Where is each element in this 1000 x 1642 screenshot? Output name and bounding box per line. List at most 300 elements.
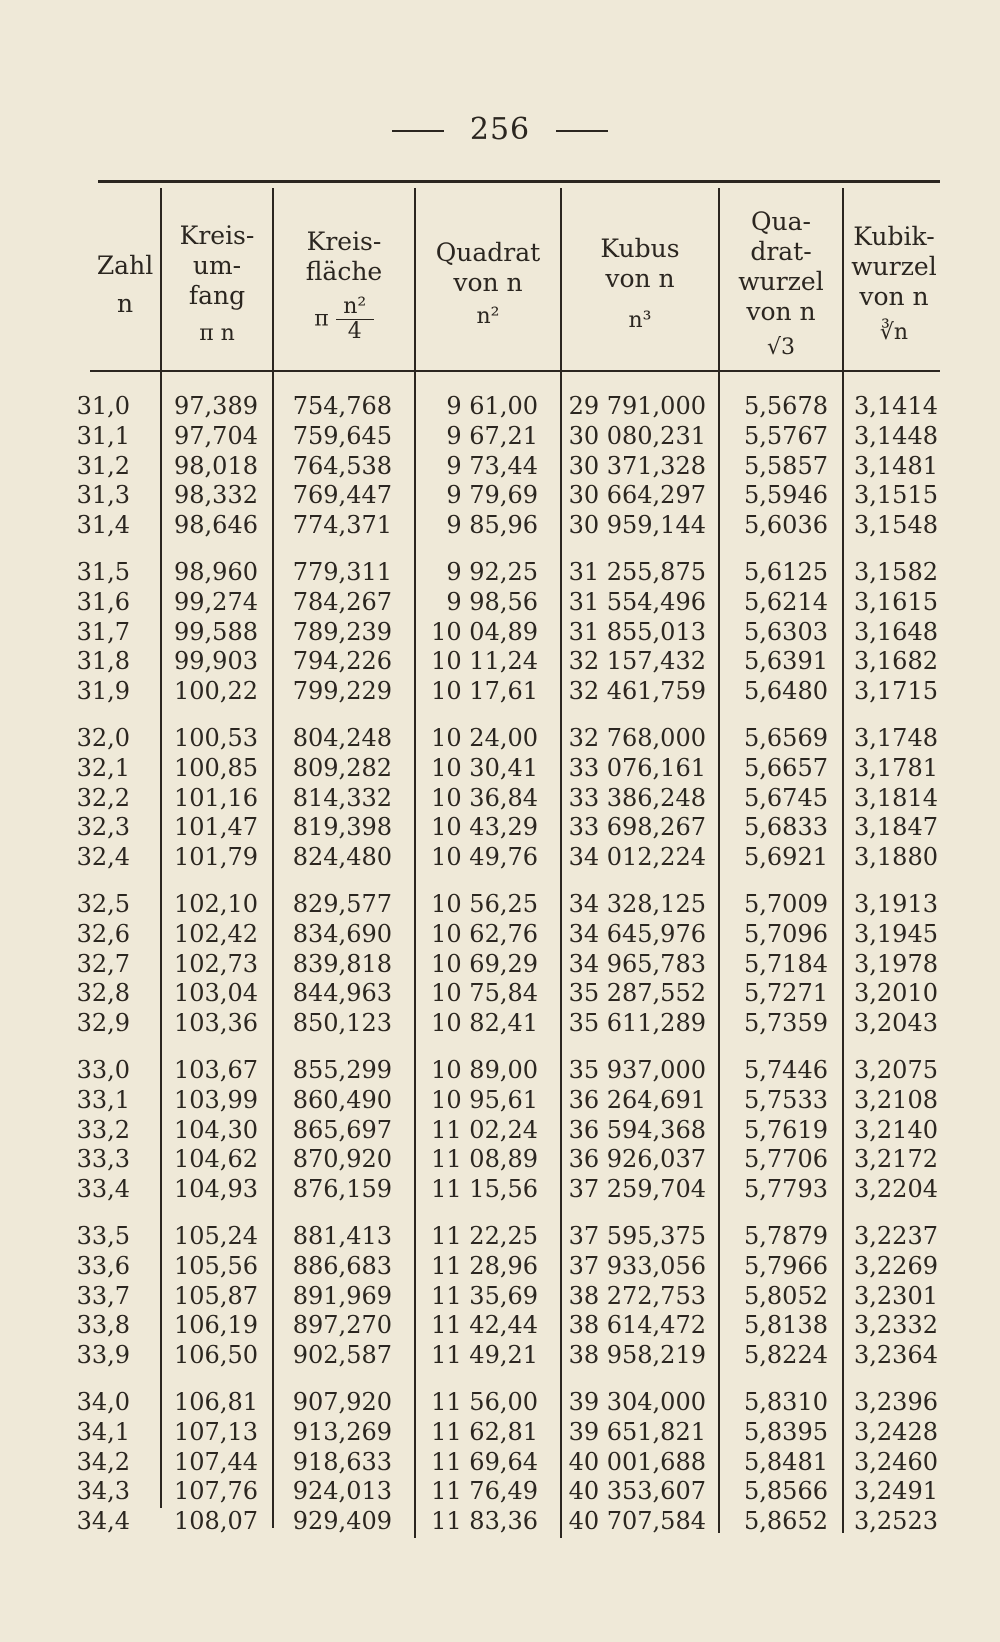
table-row bbox=[0, 1175, 1000, 1205]
qwurzel-cell: 5,8310 bbox=[744, 1387, 828, 1416]
table-row bbox=[0, 1311, 1000, 1341]
umfang-cell: 98,646 bbox=[174, 511, 258, 540]
kubus-cell: 36 926,037 bbox=[568, 1145, 706, 1174]
umfang-cell: 100,53 bbox=[174, 723, 258, 752]
kubus-cell: 39 304,000 bbox=[568, 1387, 706, 1416]
umfang-cell: 106,81 bbox=[174, 1387, 258, 1416]
flaeche-cell: 819,398 bbox=[292, 813, 392, 842]
zahl-cell: 31,7 bbox=[76, 617, 130, 646]
table-row bbox=[0, 511, 1000, 541]
table-row bbox=[0, 677, 1000, 707]
umfang-cell: 103,04 bbox=[174, 979, 258, 1008]
table-row bbox=[0, 920, 1000, 950]
header-quadrat bbox=[416, 200, 560, 370]
umfang-cell: 100,85 bbox=[174, 753, 258, 782]
kubus-cell: 35 611,289 bbox=[568, 1009, 706, 1038]
row-group bbox=[0, 1056, 1000, 1205]
table-row bbox=[0, 392, 1000, 422]
kubus-cell: 29 791,000 bbox=[568, 392, 706, 420]
quadrat-cell: 10 95,61 bbox=[431, 1085, 538, 1114]
kubus-cell: 38 272,753 bbox=[568, 1281, 706, 1310]
kwurzel-cell: 3,1978 bbox=[854, 949, 938, 978]
qwurzel-cell: 5,8566 bbox=[744, 1477, 828, 1506]
umfang-cell: 99,903 bbox=[174, 647, 258, 676]
flaeche-cell: 829,577 bbox=[292, 889, 392, 918]
zahl-cell: 32,6 bbox=[76, 919, 130, 948]
flaeche-cell: 897,270 bbox=[292, 1311, 392, 1340]
quadrat-cell: 11 22,25 bbox=[431, 1221, 538, 1250]
kubus-cell: 32 157,432 bbox=[568, 647, 706, 676]
umfang-cell: 101,79 bbox=[174, 843, 258, 872]
kwurzel-cell: 3,1615 bbox=[854, 587, 938, 616]
table-row bbox=[0, 724, 1000, 754]
kwurzel-cell: 3,1781 bbox=[854, 753, 938, 782]
kubus-cell: 31 554,496 bbox=[568, 587, 706, 616]
quadrat-cell: 10 69,29 bbox=[431, 949, 538, 978]
qwurzel-cell: 5,6214 bbox=[744, 587, 828, 616]
table-row bbox=[0, 784, 1000, 814]
fraction-denominator: 4 bbox=[347, 318, 362, 344]
flaeche-cell: 886,683 bbox=[292, 1251, 392, 1280]
qwurzel-cell: 5,8481 bbox=[744, 1447, 828, 1476]
table-row bbox=[0, 422, 1000, 452]
qwurzel-cell: 5,7271 bbox=[744, 979, 828, 1008]
kubus-cell: 37 595,375 bbox=[568, 1221, 706, 1250]
quadrat-cell: 9 73,44 bbox=[446, 451, 538, 480]
table-row bbox=[0, 1116, 1000, 1146]
page-number-text: 256 bbox=[469, 112, 531, 147]
header-kwurzel-line2: wurzel bbox=[851, 252, 937, 281]
kwurzel-cell: 3,2140 bbox=[854, 1115, 938, 1144]
umfang-cell: 107,44 bbox=[174, 1447, 258, 1476]
kwurzel-cell: 3,2108 bbox=[854, 1085, 938, 1114]
kwurzel-cell: 3,1548 bbox=[854, 511, 938, 540]
qwurzel-cell: 5,8138 bbox=[744, 1311, 828, 1340]
qwurzel-cell: 5,6833 bbox=[744, 813, 828, 842]
header-kubus-line1: Kubus bbox=[600, 234, 680, 263]
header-kwurzel-formula: ∛n bbox=[879, 320, 909, 345]
header-umfang-line2: um- bbox=[192, 251, 242, 280]
flaeche-cell: 870,920 bbox=[292, 1145, 392, 1174]
flaeche-cell: 881,413 bbox=[292, 1221, 392, 1250]
qwurzel-cell: 5,5857 bbox=[744, 451, 828, 480]
kubus-cell: 33 076,161 bbox=[568, 753, 706, 782]
zahl-cell: 32,2 bbox=[76, 783, 130, 812]
header-flaeche-line1: Kreis- bbox=[306, 226, 382, 256]
qwurzel-cell: 5,8224 bbox=[744, 1341, 828, 1370]
qwurzel-cell: 5,7793 bbox=[744, 1175, 828, 1204]
kubus-cell: 30 371,328 bbox=[568, 451, 706, 480]
table-row bbox=[0, 979, 1000, 1009]
quadrat-cell: 11 28,96 bbox=[431, 1251, 538, 1280]
kwurzel-cell: 3,2010 bbox=[854, 979, 938, 1008]
umfang-cell: 101,16 bbox=[174, 783, 258, 812]
kubus-cell: 36 264,691 bbox=[568, 1085, 706, 1114]
umfang-cell: 105,24 bbox=[174, 1221, 258, 1250]
quadrat-cell: 10 82,41 bbox=[431, 1009, 538, 1038]
kwurzel-cell: 3,1847 bbox=[854, 813, 938, 842]
table-row bbox=[0, 1341, 1000, 1371]
umfang-cell: 103,36 bbox=[174, 1009, 258, 1038]
umfang-cell: 97,704 bbox=[174, 421, 258, 450]
quadrat-cell: 10 24,00 bbox=[431, 723, 538, 752]
header-kubus bbox=[562, 200, 718, 370]
kwurzel-cell: 3,2237 bbox=[854, 1221, 938, 1250]
flaeche-cell: 891,969 bbox=[292, 1281, 392, 1310]
header-zahl-symbol: n bbox=[116, 289, 134, 318]
kwurzel-cell: 3,1481 bbox=[854, 451, 938, 480]
umfang-cell: 99,274 bbox=[174, 587, 258, 616]
table-row bbox=[0, 618, 1000, 648]
kubus-cell: 35 937,000 bbox=[568, 1055, 706, 1084]
qwurzel-cell: 5,8652 bbox=[744, 1507, 828, 1536]
kwurzel-cell: 3,1715 bbox=[854, 677, 938, 706]
header-quadrat-line1: Quadrat bbox=[435, 238, 541, 267]
qwurzel-cell: 5,7706 bbox=[744, 1145, 828, 1174]
header-kwurzel-line1: Kubik- bbox=[853, 222, 935, 251]
header-qwurzel-formula: √3 bbox=[766, 335, 795, 360]
table-row bbox=[0, 1282, 1000, 1312]
flaeche-cell: 809,282 bbox=[292, 753, 392, 782]
kwurzel-cell: 3,1945 bbox=[854, 919, 938, 948]
kubus-cell: 38 958,219 bbox=[568, 1341, 706, 1370]
qwurzel-cell: 5,7966 bbox=[744, 1251, 828, 1280]
umfang-cell: 97,389 bbox=[174, 392, 258, 420]
kubus-cell: 34 328,125 bbox=[568, 889, 706, 918]
zahl-cell: 33,9 bbox=[76, 1341, 130, 1370]
quadrat-cell: 9 98,56 bbox=[446, 587, 538, 616]
umfang-cell: 100,22 bbox=[174, 677, 258, 706]
zahl-cell: 33,8 bbox=[76, 1311, 130, 1340]
kubus-cell: 30 959,144 bbox=[568, 511, 706, 540]
zahl-cell: 31,6 bbox=[76, 587, 130, 616]
flaeche-cell: 839,818 bbox=[292, 949, 392, 978]
header-qwurzel-line3: wurzel bbox=[738, 267, 824, 296]
quadrat-cell: 11 35,69 bbox=[431, 1281, 538, 1310]
fraction bbox=[336, 295, 374, 344]
zahl-cell: 32,5 bbox=[76, 889, 130, 918]
kwurzel-cell: 3,2301 bbox=[854, 1281, 938, 1310]
qwurzel-cell: 5,5678 bbox=[744, 392, 828, 420]
row-group bbox=[0, 558, 1000, 707]
flaeche-cell: 774,371 bbox=[292, 511, 392, 540]
kwurzel-cell: 3,2043 bbox=[854, 1009, 938, 1038]
qwurzel-cell: 5,6036 bbox=[744, 511, 828, 540]
kubus-cell: 33 386,248 bbox=[568, 783, 706, 812]
quadrat-cell: 9 79,69 bbox=[446, 481, 538, 510]
row-group bbox=[0, 724, 1000, 873]
table-row bbox=[0, 481, 1000, 511]
table-row bbox=[0, 1252, 1000, 1282]
quadrat-cell: 11 42,44 bbox=[431, 1311, 538, 1340]
kubus-cell: 39 651,821 bbox=[568, 1417, 706, 1446]
kwurzel-cell: 3,1748 bbox=[854, 723, 938, 752]
zahl-cell: 31,8 bbox=[76, 647, 130, 676]
header-kwurzel bbox=[844, 200, 944, 370]
kubus-cell: 37 933,056 bbox=[568, 1251, 706, 1280]
umfang-cell: 108,07 bbox=[174, 1507, 258, 1536]
table-row bbox=[0, 1507, 1000, 1537]
kwurzel-cell: 3,1414 bbox=[854, 392, 938, 420]
quadrat-cell: 10 43,29 bbox=[431, 813, 538, 842]
header-kubus-line2: von n bbox=[605, 264, 675, 293]
header-qwurzel-line2: drat- bbox=[750, 237, 812, 266]
kwurzel-cell: 3,2075 bbox=[854, 1055, 938, 1084]
kwurzel-cell: 3,2428 bbox=[854, 1417, 938, 1446]
flaeche-cell: 754,768 bbox=[292, 392, 392, 420]
kwurzel-cell: 3,1814 bbox=[854, 783, 938, 812]
umfang-cell: 103,99 bbox=[174, 1085, 258, 1114]
flaeche-cell: 844,963 bbox=[292, 979, 392, 1008]
pi-symbol: π bbox=[314, 306, 329, 331]
quadrat-cell: 10 11,24 bbox=[431, 647, 538, 676]
quadrat-cell: 11 08,89 bbox=[431, 1145, 538, 1174]
kubus-cell: 31 855,013 bbox=[568, 617, 706, 646]
kubus-cell: 34 012,224 bbox=[568, 843, 706, 872]
zahl-cell: 32,4 bbox=[76, 843, 130, 872]
kubus-cell: 37 259,704 bbox=[568, 1175, 706, 1204]
kwurzel-cell: 3,1880 bbox=[854, 843, 938, 872]
kubus-cell: 35 287,552 bbox=[568, 979, 706, 1008]
qwurzel-cell: 5,6657 bbox=[744, 753, 828, 782]
zahl-cell: 31,1 bbox=[76, 421, 130, 450]
header-umfang bbox=[162, 200, 272, 370]
flaeche-cell: 799,229 bbox=[292, 677, 392, 706]
quadrat-cell: 10 89,00 bbox=[431, 1055, 538, 1084]
kubus-cell: 34 645,976 bbox=[568, 919, 706, 948]
zahl-cell: 32,9 bbox=[76, 1009, 130, 1038]
zahl-cell: 33,6 bbox=[76, 1251, 130, 1280]
row-group bbox=[0, 890, 1000, 1039]
kubus-cell: 34 965,783 bbox=[568, 949, 706, 978]
table-row bbox=[0, 1086, 1000, 1116]
header-umfang-formula: π n bbox=[199, 321, 235, 346]
flaeche-cell: 850,123 bbox=[292, 1009, 392, 1038]
quadrat-cell: 9 92,25 bbox=[446, 557, 538, 586]
table-row bbox=[0, 1448, 1000, 1478]
flaeche-cell: 804,248 bbox=[292, 723, 392, 752]
quadrat-cell: 9 67,21 bbox=[446, 421, 538, 450]
header-qwurzel bbox=[720, 200, 842, 370]
flaeche-cell: 924,013 bbox=[292, 1477, 392, 1506]
umfang-cell: 98,332 bbox=[174, 481, 258, 510]
kwurzel-cell: 3,2332 bbox=[854, 1311, 938, 1340]
kwurzel-cell: 3,1648 bbox=[854, 617, 938, 646]
umfang-cell: 106,19 bbox=[174, 1311, 258, 1340]
qwurzel-cell: 5,5946 bbox=[744, 481, 828, 510]
kubus-cell: 31 255,875 bbox=[568, 557, 706, 586]
table-row bbox=[0, 588, 1000, 618]
qwurzel-cell: 5,6303 bbox=[744, 617, 828, 646]
quadrat-cell: 9 85,96 bbox=[446, 511, 538, 540]
header-flaeche-line2: fläche bbox=[305, 256, 383, 286]
row-group bbox=[0, 1388, 1000, 1537]
header-zahl-title: Zahl bbox=[96, 251, 154, 280]
flaeche-cell: 907,920 bbox=[292, 1387, 392, 1416]
qwurzel-cell: 5,7533 bbox=[744, 1085, 828, 1114]
kubus-cell: 38 614,472 bbox=[568, 1311, 706, 1340]
table-row bbox=[0, 950, 1000, 980]
quadrat-cell: 10 17,61 bbox=[431, 677, 538, 706]
table-row bbox=[0, 1009, 1000, 1039]
qwurzel-cell: 5,7009 bbox=[744, 889, 828, 918]
kwurzel-cell: 3,2364 bbox=[854, 1341, 938, 1370]
header-kwurzel-line3: von n bbox=[859, 282, 929, 311]
zahl-cell: 32,0 bbox=[76, 723, 130, 752]
fraction-numerator: n² bbox=[343, 293, 367, 319]
kubus-cell: 40 001,688 bbox=[568, 1447, 706, 1476]
umfang-cell: 106,50 bbox=[174, 1341, 258, 1370]
table-row bbox=[0, 452, 1000, 482]
qwurzel-cell: 5,6125 bbox=[744, 557, 828, 586]
header-qwurzel-line1: Qua- bbox=[751, 207, 811, 236]
kwurzel-cell: 3,2396 bbox=[854, 1387, 938, 1416]
quadrat-cell: 10 56,25 bbox=[431, 889, 538, 918]
header-flaeche-formula bbox=[314, 295, 373, 344]
umfang-cell: 98,018 bbox=[174, 451, 258, 480]
umfang-cell: 102,42 bbox=[174, 919, 258, 948]
qwurzel-cell: 5,7096 bbox=[744, 919, 828, 948]
row-group bbox=[0, 392, 1000, 541]
zahl-cell: 32,8 bbox=[76, 979, 130, 1008]
flaeche-cell: 902,587 bbox=[292, 1341, 392, 1370]
flaeche-cell: 769,447 bbox=[292, 481, 392, 510]
flaeche-cell: 929,409 bbox=[292, 1507, 392, 1536]
umfang-cell: 102,10 bbox=[174, 889, 258, 918]
row-group bbox=[0, 1222, 1000, 1371]
flaeche-cell: 789,239 bbox=[292, 617, 392, 646]
zahl-cell: 33,1 bbox=[76, 1085, 130, 1114]
kwurzel-cell: 3,2269 bbox=[854, 1251, 938, 1280]
umfang-cell: 105,56 bbox=[174, 1251, 258, 1280]
kubus-cell: 36 594,368 bbox=[568, 1115, 706, 1144]
quadrat-cell: 10 36,84 bbox=[431, 783, 538, 812]
kwurzel-cell: 3,2460 bbox=[854, 1447, 938, 1476]
page-number bbox=[0, 112, 1000, 147]
kwurzel-cell: 3,1582 bbox=[854, 557, 938, 586]
qwurzel-cell: 5,7359 bbox=[744, 1009, 828, 1038]
zahl-cell: 33,3 bbox=[76, 1145, 130, 1174]
zahl-cell: 31,5 bbox=[76, 557, 130, 586]
zahl-cell: 33,5 bbox=[76, 1221, 130, 1250]
header-zahl bbox=[92, 200, 158, 370]
kubus-cell: 33 698,267 bbox=[568, 813, 706, 842]
flaeche-cell: 918,633 bbox=[292, 1447, 392, 1476]
quadrat-cell: 10 62,76 bbox=[431, 919, 538, 948]
table-row bbox=[0, 1056, 1000, 1086]
zahl-cell: 33,2 bbox=[76, 1115, 130, 1144]
flaeche-cell: 865,697 bbox=[292, 1115, 392, 1144]
header-quadrat-formula: n² bbox=[476, 304, 500, 329]
zahl-cell: 31,2 bbox=[76, 451, 130, 480]
kwurzel-cell: 3,2491 bbox=[854, 1477, 938, 1506]
header-qwurzel-line4: von n bbox=[746, 297, 816, 326]
umfang-cell: 104,62 bbox=[174, 1145, 258, 1174]
qwurzel-cell: 5,8395 bbox=[744, 1417, 828, 1446]
flaeche-cell: 759,645 bbox=[292, 421, 392, 450]
kubus-cell: 32 461,759 bbox=[568, 677, 706, 706]
flaeche-cell: 764,538 bbox=[292, 451, 392, 480]
quadrat-cell: 11 15,56 bbox=[431, 1175, 538, 1204]
table-row bbox=[0, 843, 1000, 873]
kwurzel-cell: 3,2172 bbox=[854, 1145, 938, 1174]
kwurzel-cell: 3,1515 bbox=[854, 481, 938, 510]
table-row bbox=[0, 1477, 1000, 1507]
qwurzel-cell: 5,6745 bbox=[744, 783, 828, 812]
zahl-cell: 34,4 bbox=[76, 1507, 130, 1536]
zahl-cell: 32,1 bbox=[76, 753, 130, 782]
quadrat-cell: 10 30,41 bbox=[431, 753, 538, 782]
quadrat-cell: 11 56,00 bbox=[431, 1387, 538, 1416]
zahl-cell: 34,2 bbox=[76, 1447, 130, 1476]
umfang-cell: 107,13 bbox=[174, 1417, 258, 1446]
flaeche-cell: 834,690 bbox=[292, 919, 392, 948]
zahl-cell: 32,3 bbox=[76, 813, 130, 842]
umfang-cell: 101,47 bbox=[174, 813, 258, 842]
quadrat-cell: 11 62,81 bbox=[431, 1417, 538, 1446]
umfang-cell: 104,30 bbox=[174, 1115, 258, 1144]
header-bottom-rule bbox=[90, 370, 940, 372]
flaeche-cell: 824,480 bbox=[292, 843, 392, 872]
kwurzel-cell: 3,1682 bbox=[854, 647, 938, 676]
flaeche-cell: 876,159 bbox=[292, 1175, 392, 1204]
table-row bbox=[0, 1388, 1000, 1418]
qwurzel-cell: 5,7879 bbox=[744, 1221, 828, 1250]
zahl-cell: 34,3 bbox=[76, 1477, 130, 1506]
qwurzel-cell: 5,7619 bbox=[744, 1115, 828, 1144]
flaeche-cell: 779,311 bbox=[292, 557, 392, 586]
zahl-cell: 32,7 bbox=[76, 949, 130, 978]
qwurzel-cell: 5,7184 bbox=[744, 949, 828, 978]
zahl-cell: 33,0 bbox=[76, 1055, 130, 1084]
qwurzel-cell: 5,8052 bbox=[744, 1281, 828, 1310]
qwurzel-cell: 5,6391 bbox=[744, 647, 828, 676]
table-row bbox=[0, 754, 1000, 784]
zahl-cell: 33,4 bbox=[76, 1175, 130, 1204]
quadrat-cell: 11 76,49 bbox=[431, 1477, 538, 1506]
umfang-cell: 98,960 bbox=[174, 557, 258, 586]
kwurzel-cell: 3,2523 bbox=[854, 1507, 938, 1536]
quadrat-cell: 11 02,24 bbox=[431, 1115, 538, 1144]
qwurzel-cell: 5,7446 bbox=[744, 1055, 828, 1084]
zahl-cell: 31,3 bbox=[76, 481, 130, 510]
quadrat-cell: 11 49,21 bbox=[431, 1341, 538, 1370]
header-quadrat-line2: von n bbox=[453, 268, 523, 297]
quadrat-cell: 11 69,64 bbox=[431, 1447, 538, 1476]
kwurzel-cell: 3,2204 bbox=[854, 1175, 938, 1204]
zahl-cell: 34,0 bbox=[76, 1387, 130, 1416]
flaeche-cell: 794,226 bbox=[292, 647, 392, 676]
quadrat-cell: 10 04,89 bbox=[431, 617, 538, 646]
qwurzel-cell: 5,5767 bbox=[744, 421, 828, 450]
table-row bbox=[0, 647, 1000, 677]
umfang-cell: 105,87 bbox=[174, 1281, 258, 1310]
umfang-cell: 102,73 bbox=[174, 949, 258, 978]
kubus-cell: 32 768,000 bbox=[568, 723, 706, 752]
table-body bbox=[0, 392, 1000, 1554]
table-row bbox=[0, 558, 1000, 588]
qwurzel-cell: 5,6921 bbox=[744, 843, 828, 872]
kubus-cell: 30 664,297 bbox=[568, 481, 706, 510]
kubus-cell: 40 353,607 bbox=[568, 1477, 706, 1506]
zahl-cell: 34,1 bbox=[76, 1417, 130, 1446]
table-row bbox=[0, 1222, 1000, 1252]
umfang-cell: 99,588 bbox=[174, 617, 258, 646]
header-umfang-line3: fang bbox=[188, 281, 246, 310]
table-row bbox=[0, 890, 1000, 920]
kwurzel-cell: 3,1448 bbox=[854, 421, 938, 450]
kubus-cell: 30 080,231 bbox=[568, 421, 706, 450]
